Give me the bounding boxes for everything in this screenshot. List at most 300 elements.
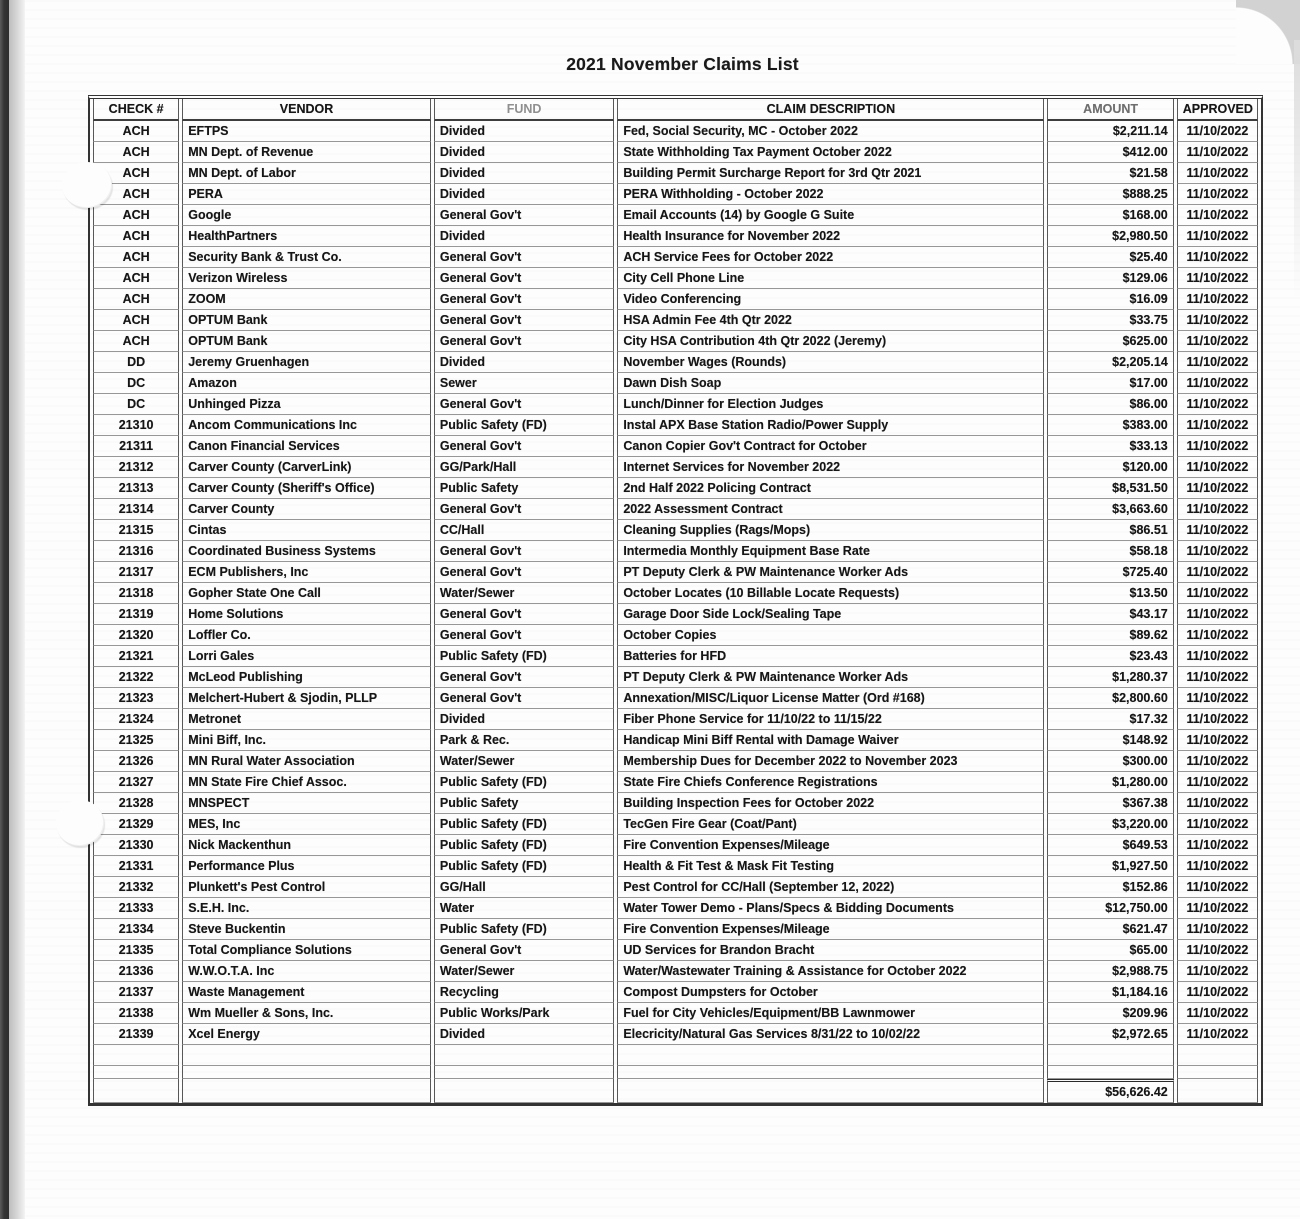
- cell-check: [93, 1066, 179, 1079]
- cell-description: Building Inspection Fees for October 2022: [617, 793, 1044, 814]
- cell-check: 21311: [93, 436, 179, 457]
- cell-amount: $16.09: [1047, 289, 1173, 310]
- cell-approved: 11/10/2022: [1177, 751, 1258, 772]
- scan-right-shade: [1294, 40, 1300, 300]
- cell-check: ACH: [93, 184, 179, 205]
- cell-approved: 11/10/2022: [1177, 982, 1258, 1003]
- cell-amount: $21.58: [1047, 163, 1173, 184]
- cell-fund: Public Safety: [434, 793, 614, 814]
- table-row: [93, 667, 1258, 688]
- cell-approved: 11/10/2022: [1177, 583, 1258, 604]
- cell-amount: $2,980.50: [1047, 226, 1173, 247]
- cell-description: Handicap Mini Biff Rental with Damage Waiver: [617, 730, 1044, 751]
- claims-table: [88, 95, 1263, 1106]
- cell-amount: $17.32: [1047, 709, 1173, 730]
- column-header-description: CLAIM DESCRIPTION: [617, 99, 1044, 121]
- cell-approved: 11/10/2022: [1177, 856, 1258, 877]
- cell-amount: $120.00: [1047, 457, 1173, 478]
- cell-amount: $2,972.65: [1047, 1024, 1173, 1045]
- cell-check: 21336: [93, 961, 179, 982]
- cell-vendor: Plunkett's Pest Control: [182, 877, 431, 898]
- cell-fund: [434, 1045, 614, 1066]
- cell-fund: Public Safety (FD): [434, 415, 614, 436]
- cell-fund: Park & Rec.: [434, 730, 614, 751]
- table-row: [93, 352, 1258, 373]
- cell-amount: $888.25: [1047, 184, 1173, 205]
- cell-amount: $3,663.60: [1047, 499, 1173, 520]
- table-row: [93, 373, 1258, 394]
- table-row: [93, 310, 1258, 331]
- cell-description: Instal APX Base Station Radio/Power Supply: [617, 415, 1044, 436]
- cell-description: 2022 Assessment Contract: [617, 499, 1044, 520]
- cell-fund: Divided: [434, 226, 614, 247]
- cell-approved: 11/10/2022: [1177, 226, 1258, 247]
- cell-vendor: Carver County (CarverLink): [182, 457, 431, 478]
- cell-approved: 11/10/2022: [1177, 331, 1258, 352]
- cell-description: Cleaning Supplies (Rags/Mops): [617, 520, 1044, 541]
- cell-vendor: McLeod Publishing: [182, 667, 431, 688]
- scan-edge-gray-strip: [9, 0, 25, 1219]
- cell-description: ACH Service Fees for October 2022: [617, 247, 1044, 268]
- table-row: [93, 814, 1258, 835]
- table-row: [93, 226, 1258, 247]
- cell-fund: General Gov't: [434, 499, 614, 520]
- cell-description: Membership Dues for December 2022 to November 2023: [617, 751, 1044, 772]
- table-row: [93, 940, 1258, 961]
- empty-row: [93, 1045, 1258, 1066]
- cell-approved: 11/10/2022: [1177, 835, 1258, 856]
- column-header-vendor: VENDOR: [182, 99, 431, 121]
- cell-amount: $12,750.00: [1047, 898, 1173, 919]
- cell-approved: 11/10/2022: [1177, 940, 1258, 961]
- table-row: [93, 961, 1258, 982]
- cell-fund: Sewer: [434, 373, 614, 394]
- cell-fund: General Gov't: [434, 940, 614, 961]
- cell-vendor: Steve Buckentin: [182, 919, 431, 940]
- cell-description: PT Deputy Clerk & PW Maintenance Worker Ads: [617, 667, 1044, 688]
- cell-description: City Cell Phone Line: [617, 268, 1044, 289]
- cell-vendor: Wm Mueller & Sons, Inc.: [182, 1003, 431, 1024]
- cell-approved: 11/10/2022: [1177, 877, 1258, 898]
- cell-amount: $33.75: [1047, 310, 1173, 331]
- cell-approved: 11/10/2022: [1177, 457, 1258, 478]
- cell-check: 21318: [93, 583, 179, 604]
- cell-description: Annexation/MISC/Liquor License Matter (Ord #168): [617, 688, 1044, 709]
- cell-approved: 11/10/2022: [1177, 730, 1258, 751]
- cell-description: 2nd Half 2022 Policing Contract: [617, 478, 1044, 499]
- cell-amount: $1,280.00: [1047, 772, 1173, 793]
- column-header-fund: FUND: [434, 99, 614, 121]
- cell-fund: Divided: [434, 352, 614, 373]
- cell-vendor: Cintas: [182, 520, 431, 541]
- cell-approved: 11/10/2022: [1177, 247, 1258, 268]
- table-row: [93, 457, 1258, 478]
- cell-fund: Public Safety (FD): [434, 835, 614, 856]
- cell-fund: [434, 1066, 614, 1079]
- cell-amount: $367.38: [1047, 793, 1173, 814]
- cell-description: Fire Convention Expenses/Mileage: [617, 835, 1044, 856]
- cell-check: DC: [93, 394, 179, 415]
- cell-fund: GG/Hall: [434, 877, 614, 898]
- cell-vendor: MN Dept. of Revenue: [182, 142, 431, 163]
- cell-vendor: Canon Financial Services: [182, 436, 431, 457]
- cell-fund: Public Safety (FD): [434, 814, 614, 835]
- cell-description: Email Accounts (14) by Google G Suite: [617, 205, 1044, 226]
- cell-vendor: OPTUM Bank: [182, 310, 431, 331]
- cell-vendor: HealthPartners: [182, 226, 431, 247]
- cell-description: Fuel for City Vehicles/Equipment/BB Lawnmower: [617, 1003, 1044, 1024]
- cell-description: State Fire Chiefs Conference Registrations: [617, 772, 1044, 793]
- table-row: [93, 268, 1258, 289]
- cell-approved: 11/10/2022: [1177, 436, 1258, 457]
- cell-vendor: Carver County (Sheriff's Office): [182, 478, 431, 499]
- cell-fund: Public Safety (FD): [434, 919, 614, 940]
- cell-check: 21339: [93, 1024, 179, 1045]
- cell-check: DD: [93, 352, 179, 373]
- table-row: [93, 751, 1258, 772]
- cell-vendor: Gopher State One Call: [182, 583, 431, 604]
- cell-vendor: [182, 1045, 431, 1066]
- cell-fund: Public Safety: [434, 478, 614, 499]
- cell-amount: $152.86: [1047, 877, 1173, 898]
- document-page: [25, 0, 1300, 1219]
- cell-description: Water/Wastewater Training & Assistance for October 2022: [617, 961, 1044, 982]
- table-row: [93, 331, 1258, 352]
- claims-table-wrap: [88, 95, 1263, 1106]
- table-row: [93, 394, 1258, 415]
- cell-vendor: Waste Management: [182, 982, 431, 1003]
- table-row: [93, 205, 1258, 226]
- cell-fund: General Gov't: [434, 562, 614, 583]
- cell-vendor: OPTUM Bank: [182, 331, 431, 352]
- table-row: [93, 688, 1258, 709]
- cell-description: October Copies: [617, 625, 1044, 646]
- cell-description: Fiber Phone Service for 11/10/22 to 11/15/22: [617, 709, 1044, 730]
- cell-description: Elecricity/Natural Gas Services 8/31/22 to 10/02/22: [617, 1024, 1044, 1045]
- cell-approved: [1177, 1066, 1258, 1079]
- cell-approved: 11/10/2022: [1177, 688, 1258, 709]
- cell-approved: 11/10/2022: [1177, 499, 1258, 520]
- table-row: [93, 247, 1258, 268]
- column-header-approved: APPROVED: [1177, 99, 1258, 121]
- cell-fund: [434, 1079, 614, 1103]
- cell-amount: $65.00: [1047, 940, 1173, 961]
- cell-fund: General Gov't: [434, 667, 614, 688]
- cell-vendor: Mini Biff, Inc.: [182, 730, 431, 751]
- cell-fund: Divided: [434, 142, 614, 163]
- cell-amount: $86.00: [1047, 394, 1173, 415]
- cell-fund: General Gov't: [434, 436, 614, 457]
- cell-description: October Locates (10 Billable Locate Requests): [617, 583, 1044, 604]
- punch-hole-top: [62, 162, 112, 208]
- cell-vendor: MNSPECT: [182, 793, 431, 814]
- cell-vendor: MES, Inc: [182, 814, 431, 835]
- table-row: [93, 982, 1258, 1003]
- cell-description: Pest Control for CC/Hall (September 12, 2022): [617, 877, 1044, 898]
- cell-fund: Divided: [434, 1024, 614, 1045]
- grand-total: $56,626.42: [1047, 1079, 1173, 1103]
- cell-approved: 11/10/2022: [1177, 478, 1258, 499]
- cell-amount: $168.00: [1047, 205, 1173, 226]
- cell-vendor: MN State Fire Chief Assoc.: [182, 772, 431, 793]
- cell-vendor: Melchert-Hubert & Sjodin, PLLP: [182, 688, 431, 709]
- cell-description: Internet Services for November 2022: [617, 457, 1044, 478]
- cell-approved: 11/10/2022: [1177, 604, 1258, 625]
- cell-description: Fire Convention Expenses/Mileage: [617, 919, 1044, 940]
- cell-description: City HSA Contribution 4th Qtr 2022 (Jeremy): [617, 331, 1044, 352]
- cell-fund: Divided: [434, 163, 614, 184]
- cell-fund: General Gov't: [434, 688, 614, 709]
- cell-approved: 11/10/2022: [1177, 709, 1258, 730]
- cell-vendor: Security Bank & Trust Co.: [182, 247, 431, 268]
- cell-amount: $3,220.00: [1047, 814, 1173, 835]
- cell-approved: 11/10/2022: [1177, 268, 1258, 289]
- cell-amount: $13.50: [1047, 583, 1173, 604]
- cell-approved: 11/10/2022: [1177, 793, 1258, 814]
- cell-vendor: Lorri Gales: [182, 646, 431, 667]
- cell-check: 21322: [93, 667, 179, 688]
- table-row: [93, 562, 1258, 583]
- cell-vendor: Jeremy Gruenhagen: [182, 352, 431, 373]
- cell-description: [617, 1045, 1044, 1066]
- cell-approved: 11/10/2022: [1177, 394, 1258, 415]
- table-row: [93, 835, 1258, 856]
- cell-check: ACH: [93, 226, 179, 247]
- cell-fund: General Gov't: [434, 541, 614, 562]
- cell-check: 21327: [93, 772, 179, 793]
- cell-fund: General Gov't: [434, 331, 614, 352]
- cell-amount: $1,280.37: [1047, 667, 1173, 688]
- cell-description: Video Conferencing: [617, 289, 1044, 310]
- cell-description: Batteries for HFD: [617, 646, 1044, 667]
- cell-check: 21317: [93, 562, 179, 583]
- cell-amount: $23.43: [1047, 646, 1173, 667]
- cell-amount: $129.06: [1047, 268, 1173, 289]
- punch-hole-bottom: [56, 800, 104, 846]
- cell-description: PT Deputy Clerk & PW Maintenance Worker Ads: [617, 562, 1044, 583]
- cell-fund: Public Safety (FD): [434, 772, 614, 793]
- cell-approved: 11/10/2022: [1177, 772, 1258, 793]
- table-row: [93, 436, 1258, 457]
- cell-amount: $1,184.16: [1047, 982, 1173, 1003]
- cell-vendor: Total Compliance Solutions: [182, 940, 431, 961]
- cell-amount: $17.00: [1047, 373, 1173, 394]
- cell-amount: $2,988.75: [1047, 961, 1173, 982]
- cell-fund: General Gov't: [434, 268, 614, 289]
- cell-check: 21328: [93, 793, 179, 814]
- cell-amount: $33.13: [1047, 436, 1173, 457]
- cell-approved: 11/10/2022: [1177, 289, 1258, 310]
- cell-approved: [1177, 1045, 1258, 1066]
- cell-approved: 11/10/2022: [1177, 562, 1258, 583]
- cell-check: 21319: [93, 604, 179, 625]
- cell-check: ACH: [93, 268, 179, 289]
- cell-vendor: Verizon Wireless: [182, 268, 431, 289]
- cell-description: Fed, Social Security, MC - October 2022: [617, 121, 1044, 142]
- cell-amount: $8,531.50: [1047, 478, 1173, 499]
- cell-approved: 11/10/2022: [1177, 961, 1258, 982]
- cell-amount: $725.40: [1047, 562, 1173, 583]
- cell-description: UD Services for Brandon Bracht: [617, 940, 1044, 961]
- claims-tbody: [93, 121, 1258, 1103]
- cell-amount: $412.00: [1047, 142, 1173, 163]
- cell-description: Intermedia Monthly Equipment Base Rate: [617, 541, 1044, 562]
- cell-amount: $2,211.14: [1047, 121, 1173, 142]
- cell-approved: 11/10/2022: [1177, 373, 1258, 394]
- cell-vendor: MN Rural Water Association: [182, 751, 431, 772]
- table-row: [93, 289, 1258, 310]
- cell-amount: $383.00: [1047, 415, 1173, 436]
- cell-vendor: Metronet: [182, 709, 431, 730]
- cell-vendor: EFTPS: [182, 121, 431, 142]
- cell-amount: $148.92: [1047, 730, 1173, 751]
- cell-approved: 11/10/2022: [1177, 520, 1258, 541]
- table-row: [93, 877, 1258, 898]
- table-row: [93, 541, 1258, 562]
- table-row: [93, 499, 1258, 520]
- cell-vendor: S.E.H. Inc.: [182, 898, 431, 919]
- cell-check: 21316: [93, 541, 179, 562]
- cell-check: 21320: [93, 625, 179, 646]
- cell-fund: Public Safety (FD): [434, 646, 614, 667]
- cell-amount: $25.40: [1047, 247, 1173, 268]
- cell-check: ACH: [93, 121, 179, 142]
- cell-check: 21330: [93, 835, 179, 856]
- cell-check: 21334: [93, 919, 179, 940]
- cell-check: 21335: [93, 940, 179, 961]
- cell-vendor: Home Solutions: [182, 604, 431, 625]
- cell-approved: 11/10/2022: [1177, 1024, 1258, 1045]
- column-header-amount: AMOUNT: [1047, 99, 1173, 121]
- cell-vendor: [182, 1066, 431, 1079]
- cell-approved: 11/10/2022: [1177, 352, 1258, 373]
- cell-vendor: Nick Mackenthun: [182, 835, 431, 856]
- cell-approved: 11/10/2022: [1177, 310, 1258, 331]
- cell-check: 21333: [93, 898, 179, 919]
- cell-approved: 11/10/2022: [1177, 415, 1258, 436]
- cell-check: 21329: [93, 814, 179, 835]
- cell-approved: 11/10/2022: [1177, 541, 1258, 562]
- cell-amount: $300.00: [1047, 751, 1173, 772]
- cell-description: State Withholding Tax Payment October 2022: [617, 142, 1044, 163]
- cell-check: ACH: [93, 142, 179, 163]
- table-row: [93, 478, 1258, 499]
- cell-vendor: Unhinged Pizza: [182, 394, 431, 415]
- cell-approved: 11/10/2022: [1177, 142, 1258, 163]
- scan-corner-curve: [1236, 0, 1300, 64]
- cell-amount: $43.17: [1047, 604, 1173, 625]
- cell-approved: 11/10/2022: [1177, 163, 1258, 184]
- cell-fund: Water/Sewer: [434, 751, 614, 772]
- cell-check: 21312: [93, 457, 179, 478]
- cell-check: 21323: [93, 688, 179, 709]
- cell-fund: Divided: [434, 184, 614, 205]
- cell-fund: General Gov't: [434, 394, 614, 415]
- cell-vendor: Ancom Communications Inc: [182, 415, 431, 436]
- cell-amount: $58.18: [1047, 541, 1173, 562]
- cell-description: Water Tower Demo - Plans/Specs & Bidding Documents: [617, 898, 1044, 919]
- cell-vendor: Amazon: [182, 373, 431, 394]
- cell-vendor: W.W.O.T.A. Inc: [182, 961, 431, 982]
- cell-approved: 11/10/2022: [1177, 898, 1258, 919]
- cell-check: 21332: [93, 877, 179, 898]
- cell-description: HSA Admin Fee 4th Qtr 2022: [617, 310, 1044, 331]
- empty-row: [93, 1066, 1258, 1079]
- scan-edge-dark-strip: [0, 0, 9, 1219]
- cell-vendor: Performance Plus: [182, 856, 431, 877]
- cell-description: TecGen Fire Gear (Coat/Pant): [617, 814, 1044, 835]
- cell-approved: [1177, 1079, 1258, 1103]
- cell-check: 21338: [93, 1003, 179, 1024]
- cell-check: [93, 1045, 179, 1066]
- table-row: [93, 604, 1258, 625]
- table-row: [93, 163, 1258, 184]
- cell-approved: 11/10/2022: [1177, 625, 1258, 646]
- cell-amount: $625.00: [1047, 331, 1173, 352]
- column-header-check: CHECK #: [93, 99, 179, 121]
- cell-description: Dawn Dish Soap: [617, 373, 1044, 394]
- cell-description: Garage Door Side Lock/Sealing Tape: [617, 604, 1044, 625]
- table-row: [93, 646, 1258, 667]
- cell-fund: General Gov't: [434, 310, 614, 331]
- cell-amount: $86.51: [1047, 520, 1173, 541]
- table-row: [93, 709, 1258, 730]
- cell-approved: 11/10/2022: [1177, 667, 1258, 688]
- cell-amount: $649.53: [1047, 835, 1173, 856]
- header-row: [93, 99, 1258, 121]
- cell-fund: GG/Park/Hall: [434, 457, 614, 478]
- cell-fund: Water/Sewer: [434, 961, 614, 982]
- cell-vendor: MN Dept. of Labor: [182, 163, 431, 184]
- cell-approved: 11/10/2022: [1177, 184, 1258, 205]
- cell-description: Health Insurance for November 2022: [617, 226, 1044, 247]
- cell-approved: 11/10/2022: [1177, 1003, 1258, 1024]
- cell-amount: $209.96: [1047, 1003, 1173, 1024]
- cell-check: 21324: [93, 709, 179, 730]
- cell-amount: $2,800.60: [1047, 688, 1173, 709]
- cell-vendor: Google: [182, 205, 431, 226]
- table-row: [93, 793, 1258, 814]
- table-row: [93, 856, 1258, 877]
- cell-description: November Wages (Rounds): [617, 352, 1044, 373]
- cell-description: [617, 1079, 1044, 1103]
- cell-check: DC: [93, 373, 179, 394]
- cell-amount: [1047, 1045, 1173, 1066]
- cell-description: Health & Fit Test & Mask Fit Testing: [617, 856, 1044, 877]
- cell-fund: General Gov't: [434, 604, 614, 625]
- cell-check: 21325: [93, 730, 179, 751]
- cell-check: [93, 1079, 179, 1103]
- table-row: [93, 772, 1258, 793]
- cell-approved: 11/10/2022: [1177, 814, 1258, 835]
- cell-amount: $89.62: [1047, 625, 1173, 646]
- cell-description: Canon Copier Gov't Contract for October: [617, 436, 1044, 457]
- table-row: [93, 898, 1258, 919]
- cell-fund: Divided: [434, 121, 614, 142]
- cell-approved: 11/10/2022: [1177, 121, 1258, 142]
- cell-check: ACH: [93, 163, 179, 184]
- cell-check: ACH: [93, 247, 179, 268]
- cell-amount: $2,205.14: [1047, 352, 1173, 373]
- table-row: [93, 415, 1258, 436]
- cell-fund: CC/Hall: [434, 520, 614, 541]
- cell-vendor: PERA: [182, 184, 431, 205]
- cell-vendor: ECM Publishers, Inc: [182, 562, 431, 583]
- total-row: [93, 1079, 1258, 1103]
- table-row: [93, 142, 1258, 163]
- cell-fund: Divided: [434, 709, 614, 730]
- cell-fund: General Gov't: [434, 205, 614, 226]
